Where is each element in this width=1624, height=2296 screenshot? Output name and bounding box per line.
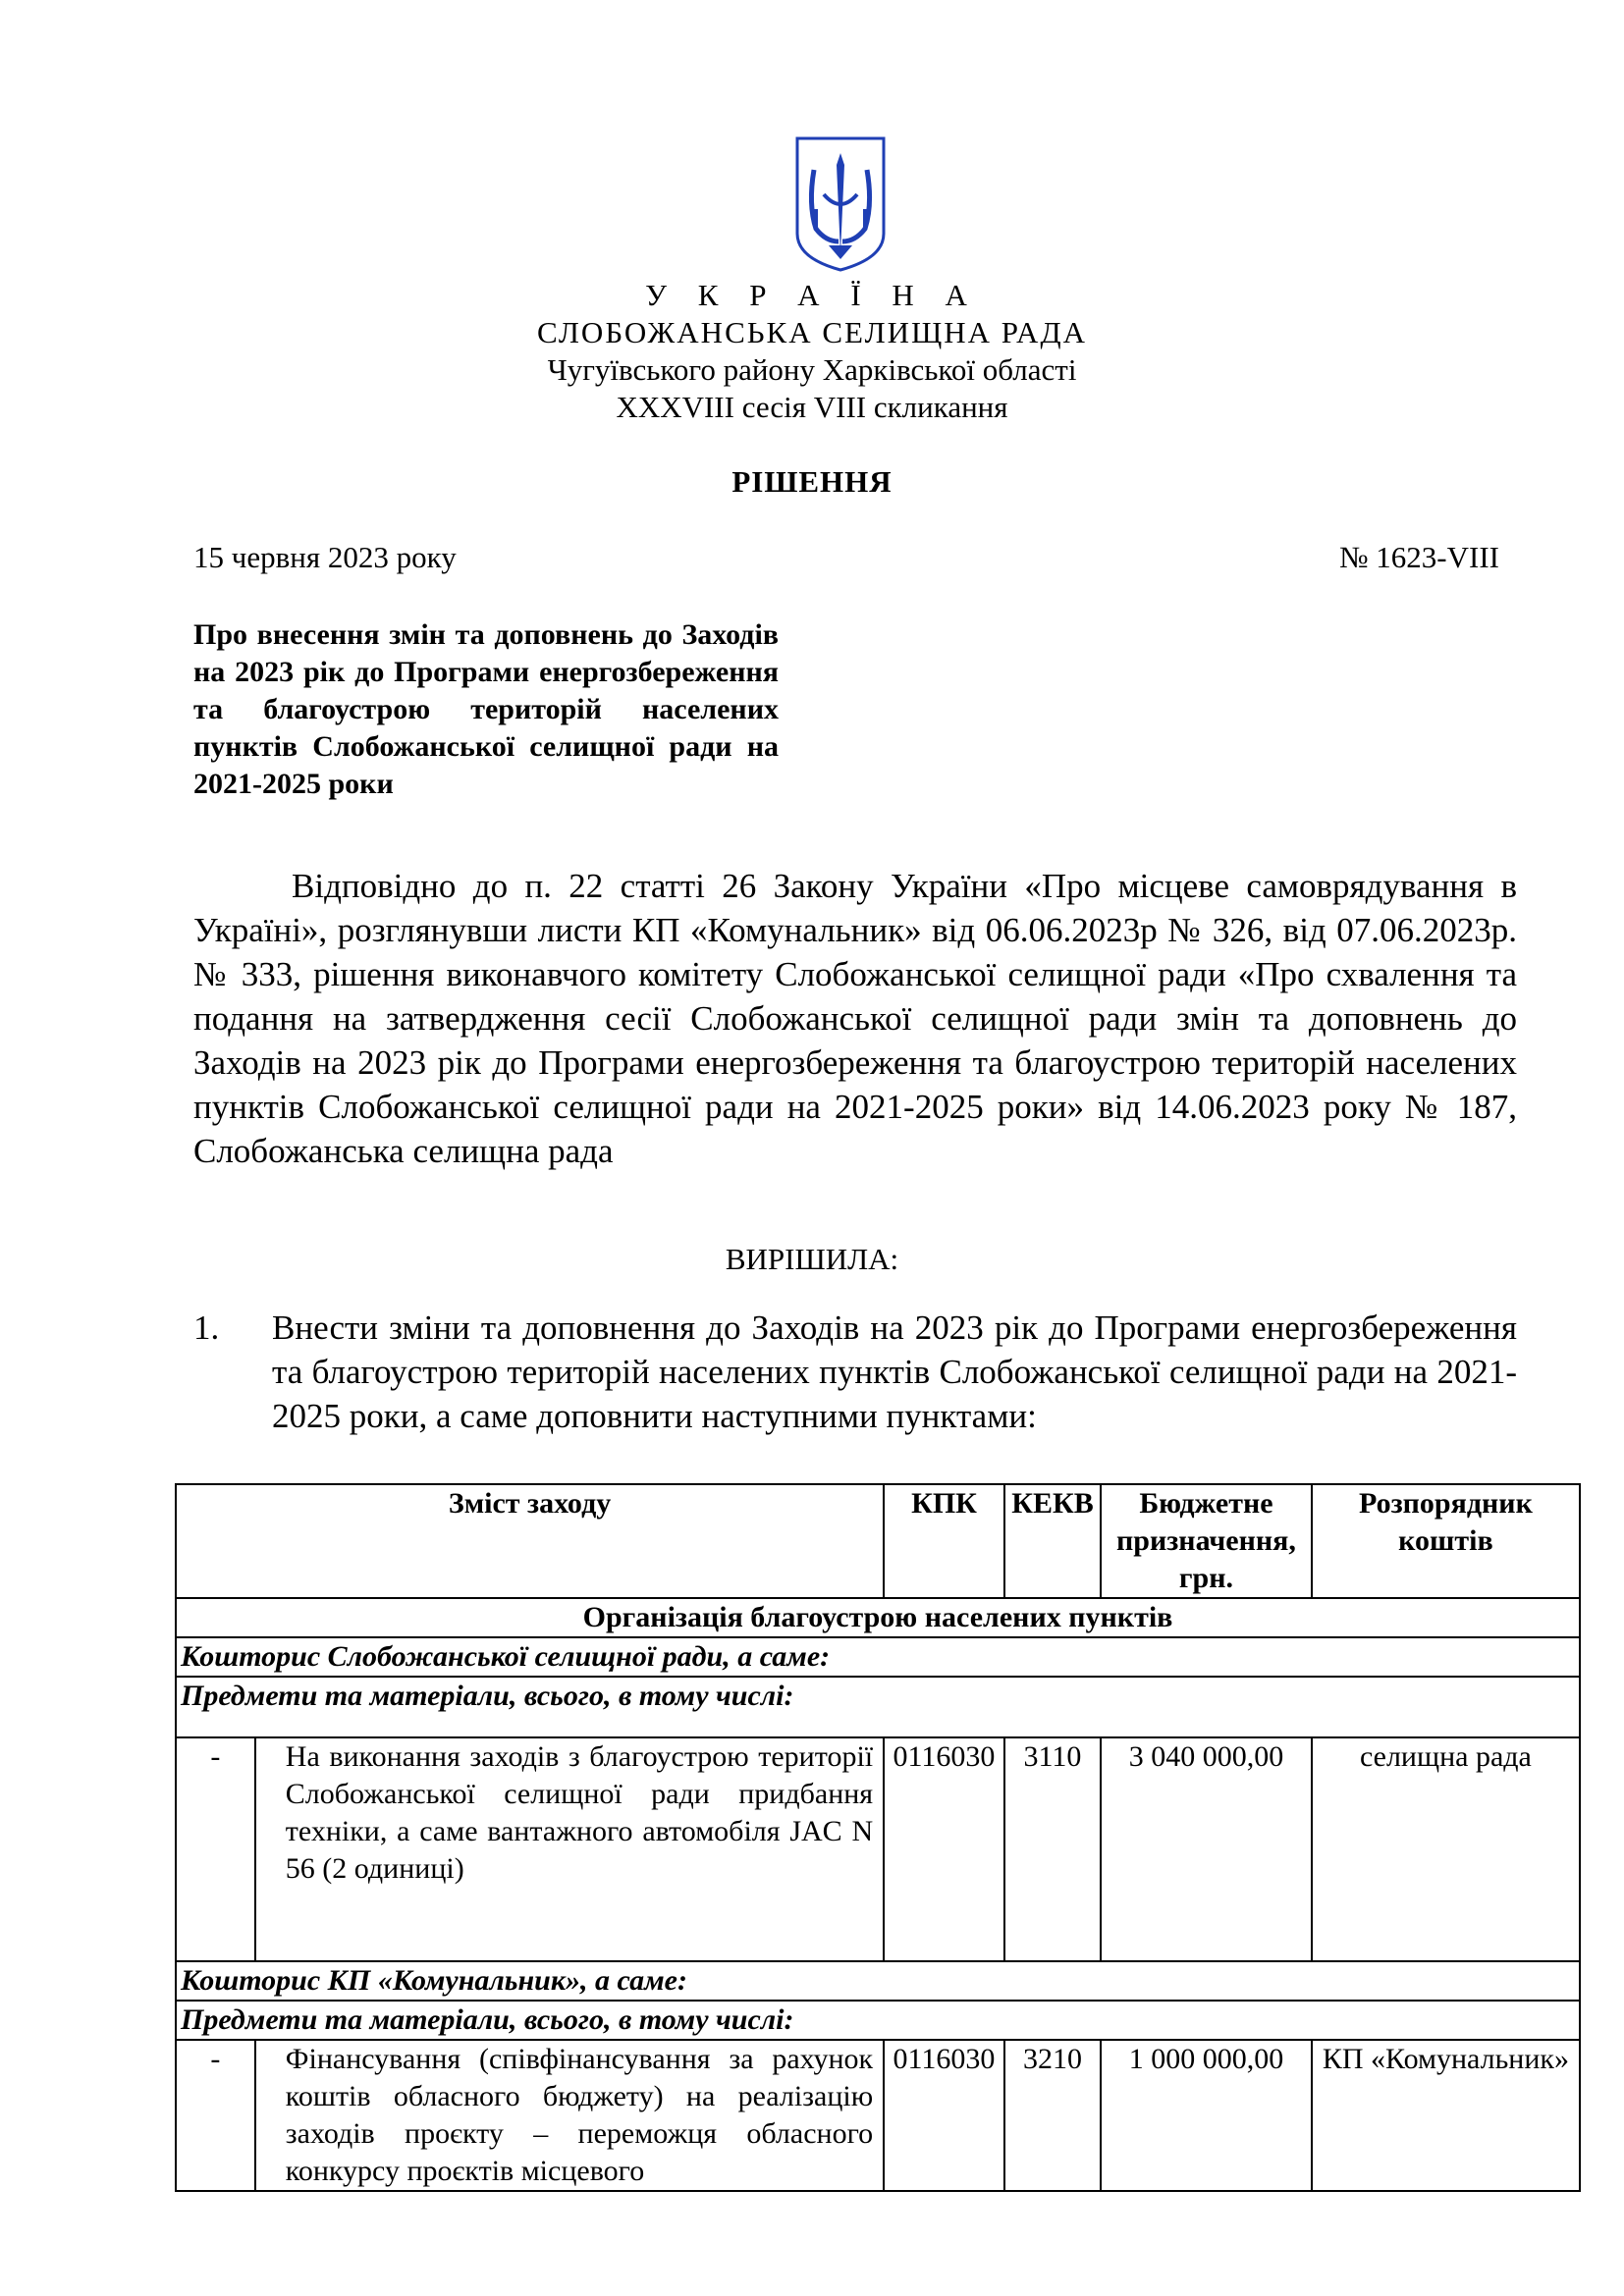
header-council: СЛОБОЖАНСЬКА СЕЛИЩНА РАДА	[537, 315, 1087, 349]
row-kpk: 0116030	[884, 1737, 1004, 1961]
section-row	[176, 1598, 1580, 1637]
estimate-label: Кошторис КП «Комунальник», а саме:	[176, 1961, 1580, 2001]
row-amount: 3 040 000,00	[1101, 1737, 1312, 1961]
header-session: XXXVIII сесія VIII скликання	[616, 390, 1008, 424]
measures-table	[175, 1483, 1581, 2192]
header-country: У К Р А Ї Н А	[645, 278, 979, 312]
row-kekv: 3110	[1004, 1737, 1101, 1961]
section-title: Організація благоустрою населених пунктів	[176, 1598, 1580, 1637]
subjects-label: Предмети та матеріали, всього, в тому числі:	[176, 2001, 1580, 2040]
subjects-row	[176, 2001, 1580, 2040]
row-text: На виконання заходів з благоустрою території Слобожанської селищної ради придбання техніки, а саме вантажного автомобіля JAC N 56 (2 одиниці)	[255, 1737, 884, 1961]
item-text: Внести зміни та доповнення до Заходів на 2023 рік до Програми енергозбереження та благоустрою територій населених пунктів Слобожанської селищної ради на 2021-2025 роки, а саме доповнити наступними пунктами:	[272, 1308, 1517, 1435]
estimate-label: Кошторис Слобожанської селищної ради, а саме:	[176, 1637, 1580, 1677]
header-district: Чугуївського району Харківської області	[547, 352, 1077, 387]
item-number: 1.	[193, 1308, 220, 1347]
subjects-row	[176, 1677, 1580, 1737]
header-kekv: КЕКВ	[1004, 1484, 1101, 1598]
estimate-row	[176, 1961, 1580, 2001]
row-dash: -	[176, 1737, 255, 1961]
subjects-label: Предмети та матеріали, всього, в тому числі:	[176, 1677, 1580, 1737]
coat-of-arms-trident-icon	[794, 135, 887, 273]
header-manager: Розпорядник коштів	[1312, 1484, 1580, 1598]
row-amount: 1 000 000,00	[1101, 2040, 1312, 2191]
estimate-row	[176, 1637, 1580, 1677]
row-dash: -	[176, 2040, 255, 2191]
resolved-heading: ВИРІШИЛА:	[725, 1242, 899, 1276]
preamble-paragraph: Відповідно до п. 22 статті 26 Закону України «Про місцеве самоврядування в Україні», розглянувши листи КП «Комунальник» від 06.06.2023р № 326, від 07.06.2023р. № 333, рішення виконавчого комітету Слобожанської селищної ради «Про схвалення та подання на затвердження сесії Слобожанської селищної ради змін та доповнень до Заходів на 2023 рік до Програми енергозбереження та благоустрою територій населених пунктів Слобожанської селищної ради на 2021-2025 роки» від 14.06.2023 року № 187, Слобожанська селищна рада	[193, 867, 1517, 1170]
decision-title: РІШЕННЯ	[731, 464, 893, 499]
header-kpk: КПК	[884, 1484, 1004, 1598]
table-row	[176, 1737, 1580, 1961]
decision-number: № 1623-VIII	[1338, 540, 1499, 574]
row-manager: КП «Комунальник»	[1312, 2040, 1580, 2191]
decision-date: 15 червня 2023 року	[193, 540, 457, 574]
row-kpk: 0116030	[884, 2040, 1004, 2191]
row-kekv: 3210	[1004, 2040, 1101, 2191]
row-manager: селищна рада	[1312, 1737, 1580, 1961]
table-header-row	[176, 1484, 1580, 1598]
decision-subject: Про внесення змін та доповнень до Заходів на 2023 рік до Програми енергозбереження та благоустрою територій населених пунктів Слобожанської селищної ради на 2021-2025 роки	[193, 618, 779, 800]
header-content: Зміст заходу	[176, 1484, 884, 1598]
table-row	[176, 2040, 1580, 2191]
header-budget: Бюджетне призначення, грн.	[1101, 1484, 1312, 1598]
row-text: Фінансування (співфінансування за рахунок коштів обласного бюджету) на реалізацію заходів проєкту – переможця обласного конкурсу проєктів місцевого	[255, 2040, 884, 2191]
